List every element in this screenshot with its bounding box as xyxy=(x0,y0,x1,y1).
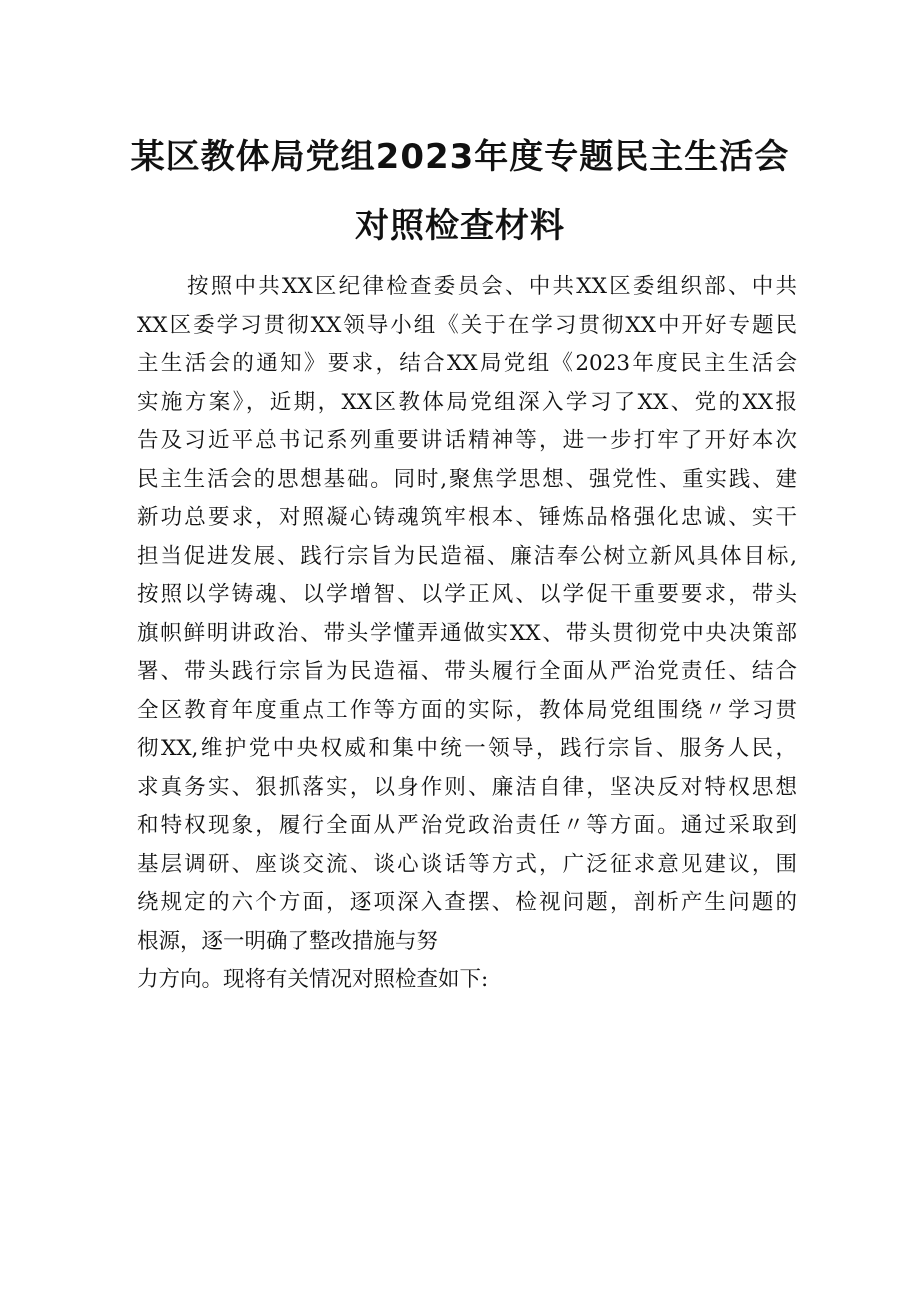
document-title-line-2: 对照检查材料 xyxy=(355,206,565,246)
body-line: 和特权现象，履行全面从严治党政治责任〃等方面。通过采取到 xyxy=(137,813,797,838)
body-line: 力方向。现将有关情况对照检查如下: xyxy=(137,967,489,992)
body-line: 根源，逐一明确了整改措施与努 xyxy=(137,928,439,954)
body-line: 按照以学铸魂、以学增智、以学正风、以学促干重要要求，带头 xyxy=(137,582,797,607)
body-line: 署、带头践行宗旨为民造福、带头履行全面从严治党责任、结合 xyxy=(137,659,797,684)
body-line: 基层调研、座谈交流、谈心谈话等方式，广泛征求意见建议，围 xyxy=(137,851,797,877)
document-body xyxy=(137,268,797,1000)
body-line: 主生活会的通知》要求，结合XX局党组《2023年度民主生活会 xyxy=(137,351,797,376)
body-line: 求真务实、狠抓落实，以身作则、廉洁自律，坚决反对特权思想 xyxy=(137,774,797,800)
body-line: 新功总要求，对照凝心铸魂筑牢根本、锤炼品格强化忠诚、实干 xyxy=(137,505,797,530)
body-line: 按照中共XX区纪律检查委员会、中共XX区委组织部、中共 xyxy=(187,274,797,299)
body-line: 绕规定的六个方面，逐项深入查摆、检视问题，剖析产生问题的 xyxy=(137,890,797,915)
document-title-line-1: 某区教体局党组2023年度专题民主生活会 xyxy=(130,137,790,177)
body-line: 民主生活会的思想基础。同时,聚焦学思想、强党性、重实践、建 xyxy=(137,466,797,492)
body-line: 彻XX,维护党中央权威和集中统一领导，践行宗旨、服务人民， xyxy=(137,736,797,761)
body-line: 全区教育年度重点工作等方面的实际，教体局党组围绕〃学习贯 xyxy=(137,697,797,723)
body-line: 实施方案》，近期，XX区教体局党组深入学习了XX、党的XX报 xyxy=(137,389,797,415)
body-line: XX区委学习贯彻XX领导小组《关于在学习贯彻XX中开好专题民 xyxy=(137,312,797,338)
body-line: 告及习近平总书记系列重要讲话精神等，进一步打牢了开好本次 xyxy=(137,428,797,453)
body-line: 旗帜鲜明讲政治、带头学懂弄通做实XX、带头贯彻党中央决策部 xyxy=(137,620,797,646)
body-line: 担当促进发展、践行宗旨为民造福、廉洁奉公树立新风具体目标, xyxy=(137,543,797,569)
